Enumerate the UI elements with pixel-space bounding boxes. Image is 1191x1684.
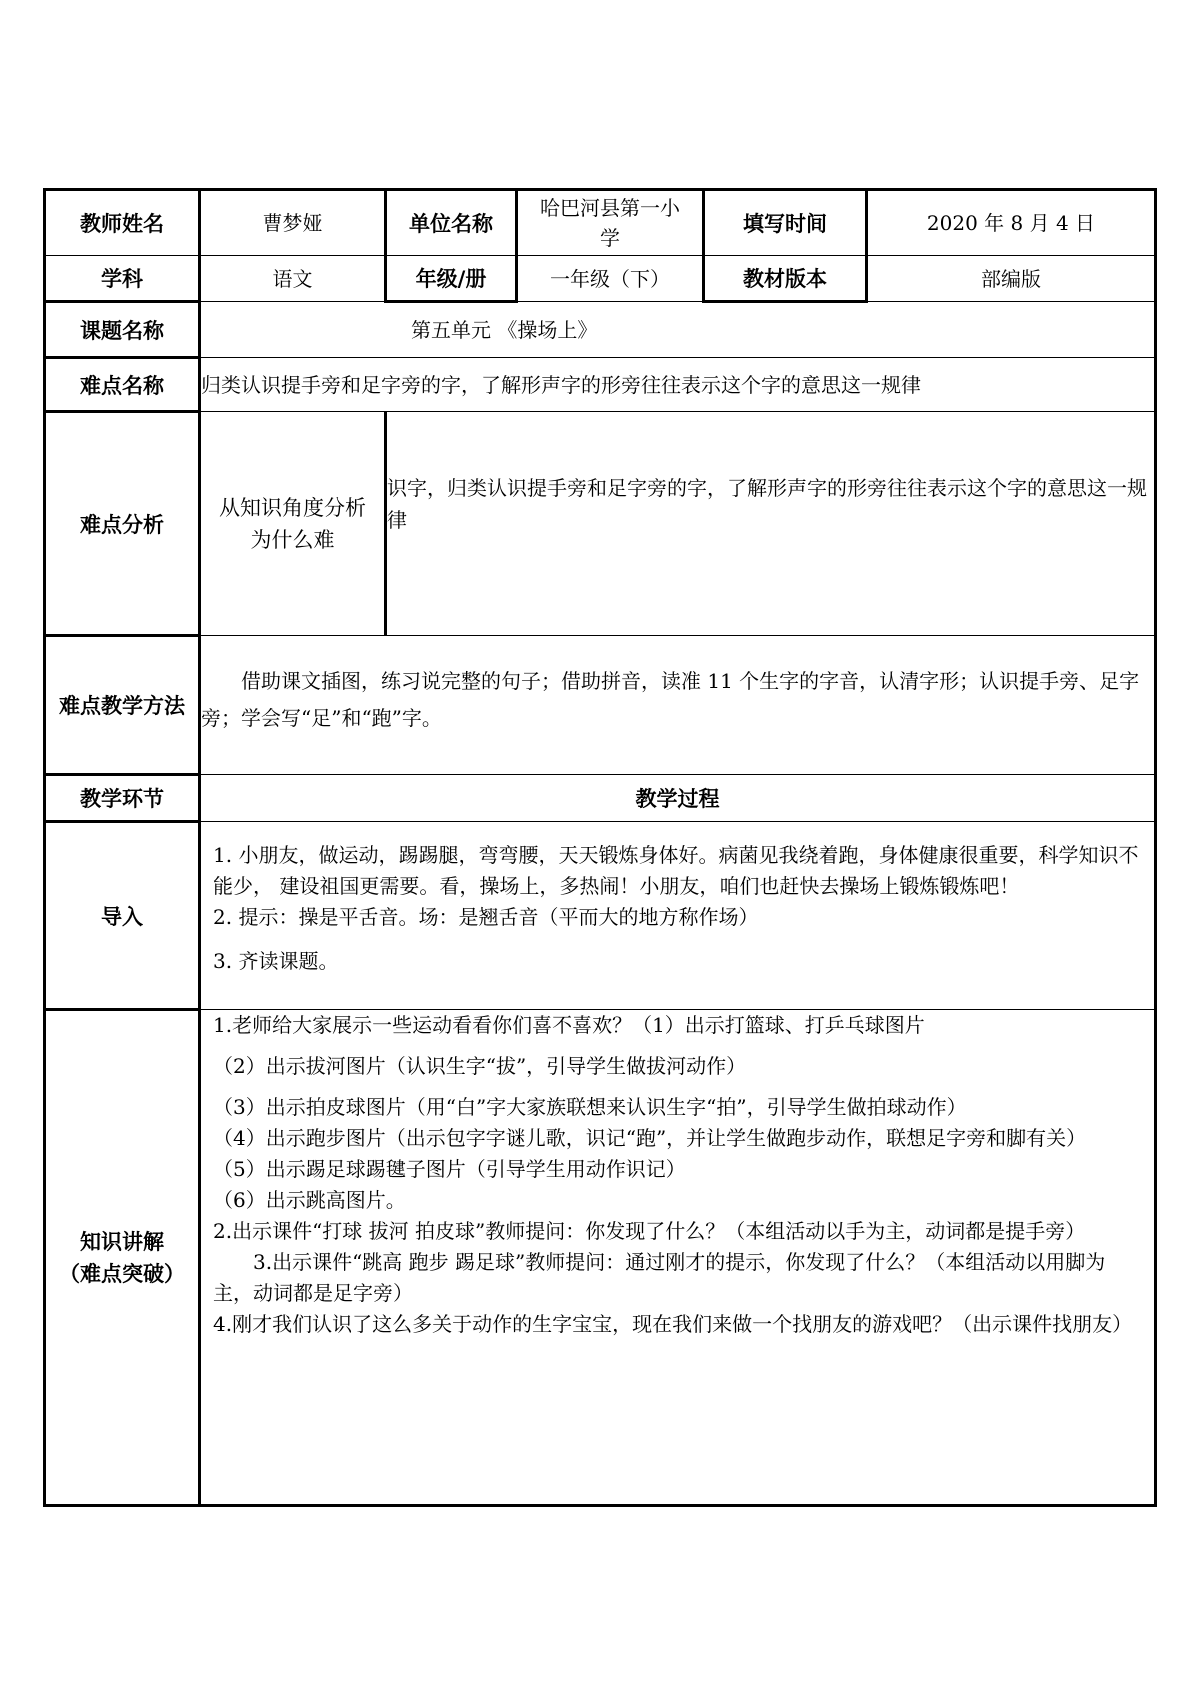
analysis-value: 识字，归类认识提手旁和足字旁的字，了解形声字的形旁往往表示这个字的意思这一规律 <box>386 412 1156 636</box>
date-label: 填写时间 <box>704 190 867 256</box>
explanation-line: （5）出示踢足球踢毽子图片（引导学生用动作识记） <box>213 1157 686 1181</box>
explanation-cell <box>200 1010 1156 1506</box>
teacher-name-label: 教师姓名 <box>45 190 200 256</box>
explanation-line: （3）出示拍皮球图片（用“白”字大家族联想来认识生字“拍”，引导学生做拍球动作） <box>213 1095 967 1119</box>
method-cell <box>200 636 1156 775</box>
header-row-1 <box>45 190 1156 256</box>
analysis-row <box>45 412 1156 636</box>
intro-label: 导入 <box>45 822 200 1010</box>
grade-value: 一年级（下） <box>517 256 704 302</box>
edition-label: 教材版本 <box>704 256 867 302</box>
difficulty-value: 归类认识提手旁和足字旁的字，了解形声字的形旁往往表示这个字的意思这一规律 <box>200 358 1156 412</box>
unit-name-value: 哈巴河县第一小学 <box>517 190 704 256</box>
difficulty-row <box>45 358 1156 412</box>
explanation-line: 1.老师给大家展示一些运动看看你们喜不喜欢？（1）出示打篮球、打乒乓球图片 <box>213 1013 925 1037</box>
date-value: 2020 年 8 月 4 日 <box>867 190 1156 256</box>
method-label: 难点教学方法 <box>45 636 200 775</box>
intro-line: 3. 齐读课题。 <box>213 949 339 973</box>
subject-value: 语文 <box>200 256 386 302</box>
explanation-label <box>45 1010 200 1506</box>
explanation-line: 2.出示课件“打球 拔河 拍皮球”教师提问：你发现了什么？（本组活动以手为主，动词都是提手旁） <box>213 1219 1086 1243</box>
difficulty-label: 难点名称 <box>45 358 200 412</box>
teacher-name-value: 曹梦娅 <box>200 190 386 256</box>
process-header: 教学过程 <box>200 775 1156 822</box>
topic-value: 第五单元 《操场上》 <box>200 302 1156 358</box>
explanation-row <box>45 1010 1156 1506</box>
topic-label: 课题名称 <box>45 302 200 358</box>
header-row-2 <box>45 256 1156 302</box>
intro-row <box>45 822 1156 1010</box>
intro-line: 2. 提示：操是平舌音。场：是翘舌音（平而大的地方称作场） <box>213 905 759 929</box>
intro-cell <box>200 822 1156 1010</box>
topic-row <box>45 302 1156 358</box>
analysis-label: 难点分析 <box>45 412 200 636</box>
grade-label: 年级/册 <box>386 256 517 302</box>
explanation-label-line2: （难点突破） <box>59 1261 185 1286</box>
analysis-sub-label: 从知识角度分析为什么难 <box>200 412 386 636</box>
subject-label: 学科 <box>45 256 200 302</box>
explanation-line: （4）出示跑步图片（出示包字字谜儿歌，识记“跑”，并让学生做跑步动作，联想足字旁和脚有关） <box>213 1126 1087 1150</box>
explanation-label-line1: 知识讲解 <box>80 1229 164 1254</box>
explanation-line: （2）出示拔河图片（认识生字“拔”，引导学生做拔河动作） <box>213 1054 747 1078</box>
process-header-row <box>45 775 1156 822</box>
explanation-line: 4.刚才我们认识了这么多关于动作的生字宝宝，现在我们来做一个找朋友的游戏吧？（出示课件找朋友） <box>213 1312 1133 1336</box>
unit-name-label: 单位名称 <box>386 190 517 256</box>
explanation-line: 3.出示课件“跳高 跑步 踢足球”教师提问：通过刚才的提示，你发现了什么？（本组活动以用脚为主，动词都是足字旁） <box>213 1250 1106 1305</box>
explanation-line: （6）出示跳高图片。 <box>213 1188 406 1212</box>
lesson-plan-table <box>43 188 1157 1507</box>
method-value: 借助课文插图，练习说完整的句子；借助拼音，读准 11 个生字的字音，认清字形；认识提手旁、足字旁；学会写“足”和“跑”字。 <box>201 669 1140 730</box>
edition-value: 部编版 <box>867 256 1156 302</box>
stage-header: 教学环节 <box>45 775 200 822</box>
intro-line: 1. 小朋友，做运动，踢踢腿，弯弯腰，天天锻炼身体好。病菌见我绕着跑，身体健康很重要，科学知识不能少， 建设祖国更需要。看，操场上，多热闹！小朋友，咱们也赶快去操场上锻炼锻炼吧！ <box>213 843 1139 898</box>
method-row <box>45 636 1156 775</box>
